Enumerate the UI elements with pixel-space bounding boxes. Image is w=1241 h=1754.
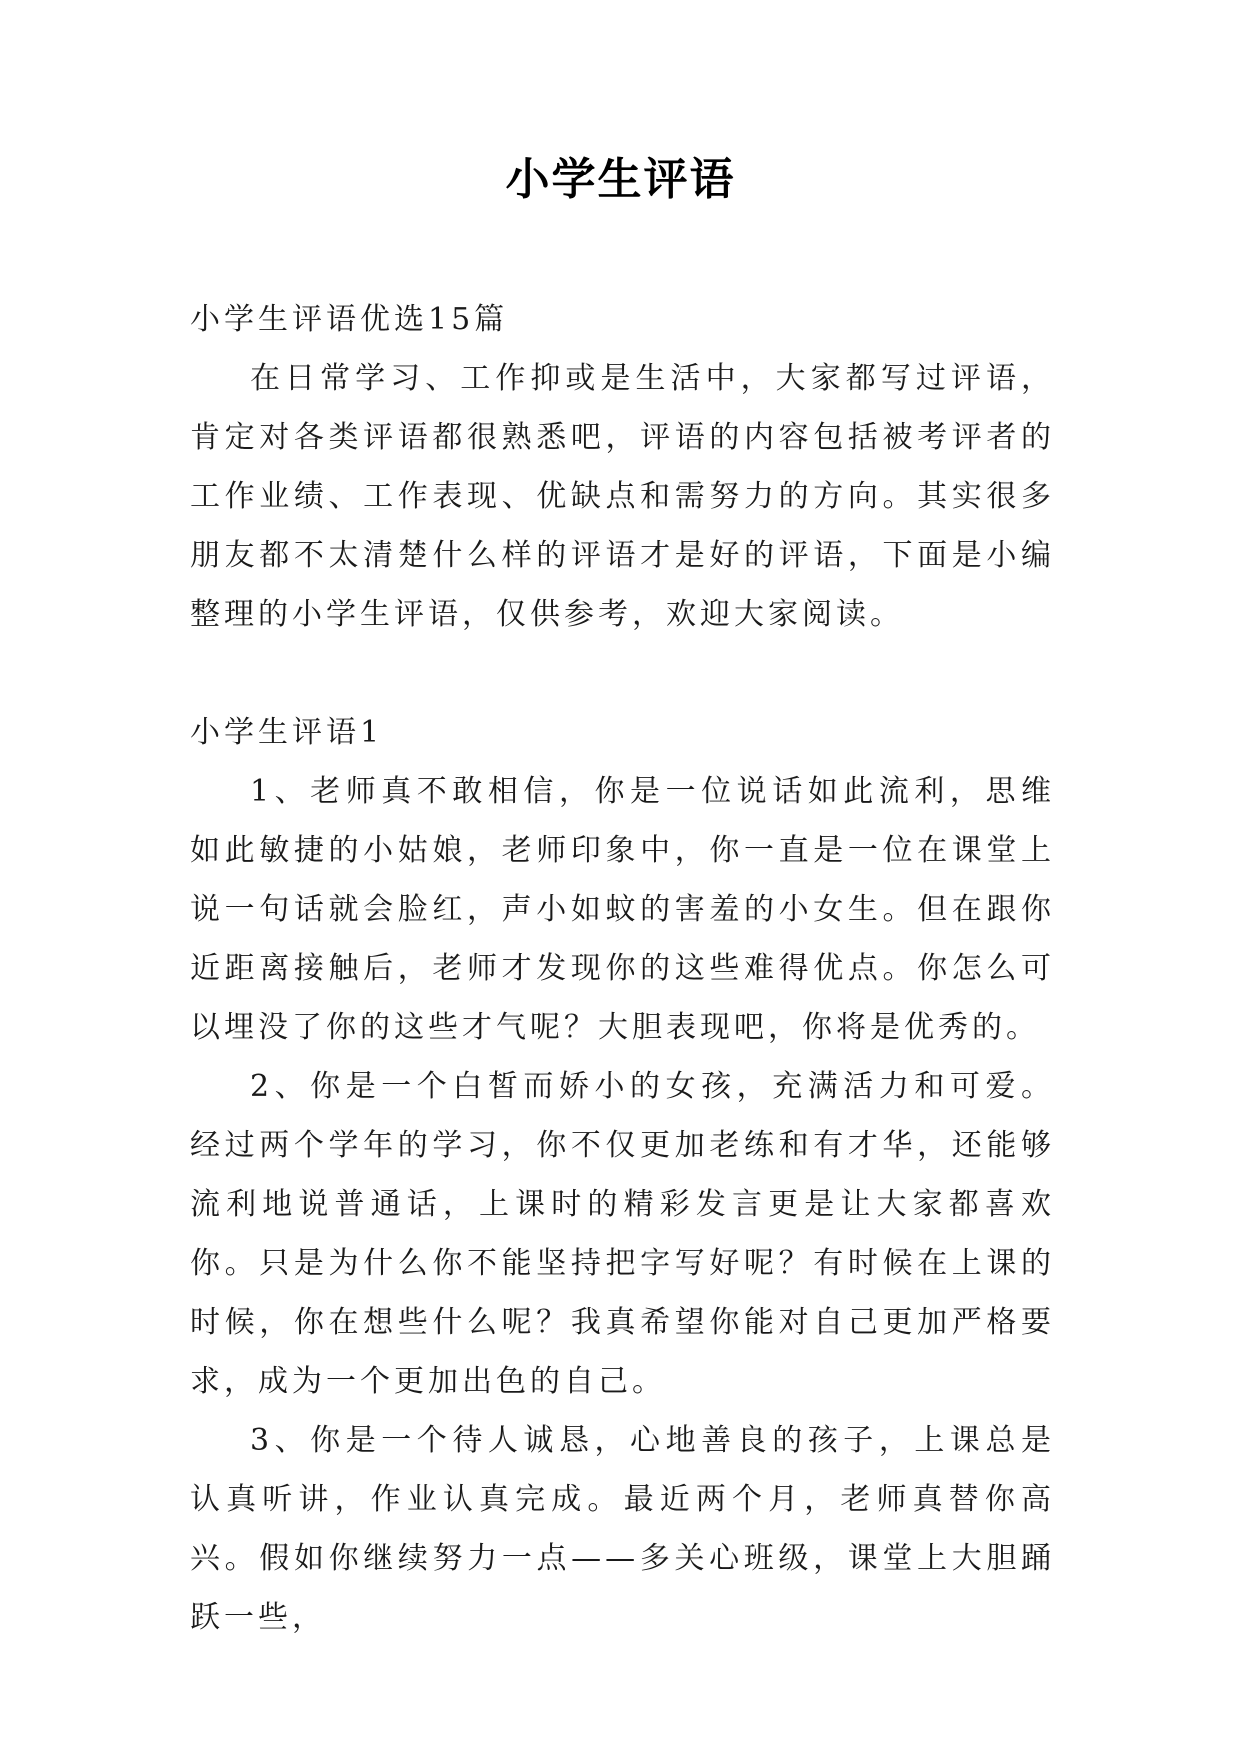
comment-paragraph-3: 3、你是一个待人诚恳，心地善良的孩子，上课总是认真听讲，作业认真完成。最近两个月，老师真替你高兴。假如你继续努力一点——多关心班级，课堂上大胆踊跃一些， — [190, 1423, 1055, 1635]
paragraph-spacer — [190, 644, 1055, 703]
comment-paragraph-1: 1、老师真不敢相信，你是一位说话如此流利，思维如此敏捷的小姑娘，老师印象中，你一直是一位在课堂上说一句话就会脸红，声小如蚊的害羞的小女生。但在跟你近距离接触后，老师才发现你的这些难得优点。你怎么可以埋没了你的这些才气呢？大胆表现吧，你将是优秀的。 — [190, 774, 1055, 1045]
intro-paragraph: 在日常学习、工作抑或是生活中，大家都写过评语，肯定对各类评语都很熟悉吧，评语的内容包括被考评者的工作业绩、工作表现、优缺点和需努力的方向。其实很多朋友都不太清楚什么样的评语才是好的评语，下面是小编整理的小学生评语，仅供参考，欢迎大家阅读。 — [190, 361, 1055, 632]
section-heading: 小学生评语1 — [190, 715, 384, 750]
subtitle: 小学生评语优选15篇 — [190, 302, 509, 337]
document-title: 小学生评语 — [505, 154, 736, 205]
document-body — [190, 290, 1055, 1647]
comment-paragraph-2: 2、你是一个白皙而娇小的女孩，充满活力和可爱。经过两个学年的学习，你不仅更加老练和有才华，还能够流利地说普通话，上课时的精彩发言更是让大家都喜欢你。只是为什么你不能坚持把字写好呢？有时候在上课的时候，你在想些什么呢？我真希望你能对自己更加严格要求，成为一个更加出色的自己。 — [190, 1069, 1055, 1399]
